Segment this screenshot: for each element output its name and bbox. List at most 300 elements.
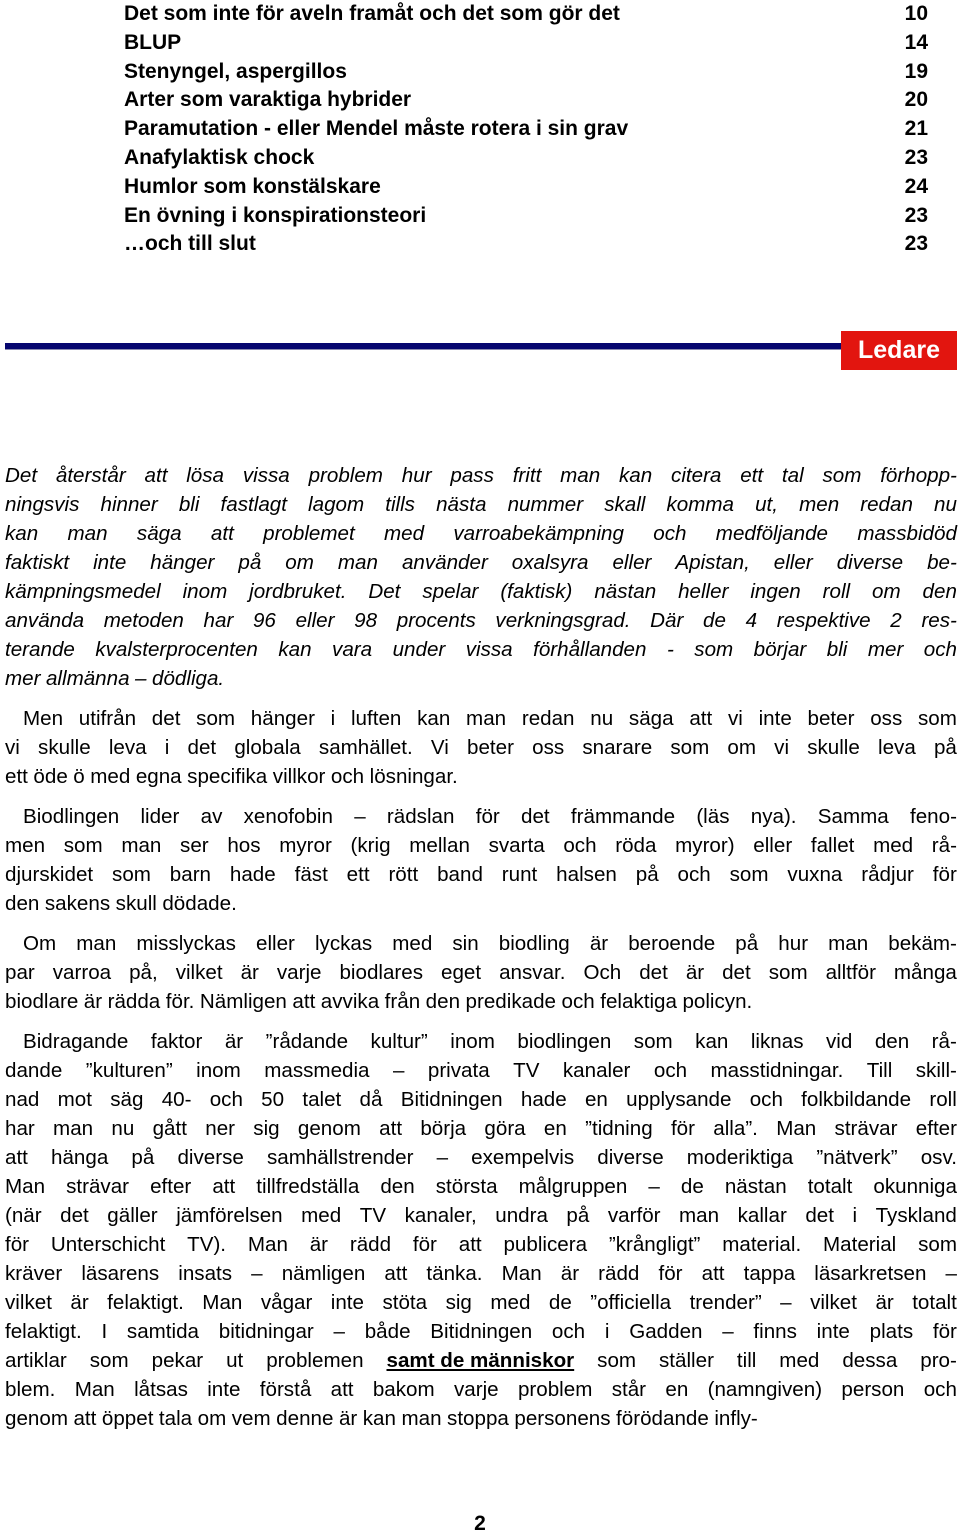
word: det <box>187 736 217 759</box>
word: i <box>852 1204 858 1227</box>
word: beter <box>467 736 514 759</box>
word: Vi <box>430 736 449 759</box>
paragraph <box>5 1027 957 1433</box>
word: mot <box>57 1088 92 1111</box>
word: med <box>873 834 914 857</box>
word: med <box>384 522 425 545</box>
word: privata <box>427 1059 490 1082</box>
word: för <box>658 1262 683 1285</box>
text-line <box>5 577 957 606</box>
word: hur <box>778 932 809 955</box>
word: samtida <box>126 1320 200 1343</box>
word: vågar <box>260 1291 313 1314</box>
paragraph <box>5 929 957 1016</box>
word: vilket <box>175 961 223 984</box>
word: från <box>384 990 421 1013</box>
word: – <box>135 667 147 690</box>
word: ut, <box>755 493 778 516</box>
word: och <box>653 522 687 545</box>
word: beroende <box>628 932 716 955</box>
word: ser <box>180 834 209 857</box>
word: Man <box>247 1233 288 1256</box>
word: att <box>458 1233 482 1256</box>
word: alltför <box>825 961 876 984</box>
word: bakom <box>372 1378 435 1401</box>
text-line <box>5 461 957 490</box>
word: vuxna <box>787 863 843 886</box>
word: alla”. <box>713 1117 758 1140</box>
word: att <box>73 1407 97 1430</box>
word: man <box>401 1407 442 1430</box>
word: verkningsgrad. <box>495 609 631 632</box>
word: är <box>685 961 705 984</box>
text-line <box>5 1288 957 1317</box>
word: säg <box>110 1088 144 1111</box>
word: att <box>701 1262 725 1285</box>
word: låtsas <box>134 1378 188 1401</box>
word: är <box>83 990 103 1013</box>
word: stöta <box>382 1291 428 1314</box>
word: Bitidningen <box>430 1320 533 1343</box>
word: okunniga <box>873 1175 957 1198</box>
word: Nämligen <box>199 990 287 1013</box>
word: att <box>330 1378 354 1401</box>
word: dödade. <box>162 892 237 915</box>
word: finns <box>753 1320 797 1343</box>
word: är <box>875 1291 894 1314</box>
text-line <box>5 860 957 889</box>
word: feno- <box>910 805 957 828</box>
word: inom <box>196 1059 241 1082</box>
word: ”nätverk” <box>816 1146 898 1169</box>
word: lider <box>140 805 180 828</box>
word: om <box>727 736 756 759</box>
word: Men <box>23 707 64 730</box>
word: ”rådande <box>265 1030 349 1053</box>
word: Tyskland <box>875 1204 957 1227</box>
word: ställer <box>659 1349 714 1372</box>
editorial-body <box>5 461 957 1433</box>
word: säga <box>136 522 182 545</box>
word: inte <box>93 551 127 574</box>
word: beter <box>807 707 855 730</box>
word: vilket <box>5 1291 52 1314</box>
word: i <box>164 736 170 759</box>
word: ningsvis <box>5 493 80 516</box>
word: Man <box>202 1291 243 1314</box>
word: strävar <box>66 1175 130 1198</box>
toc-entry <box>124 29 928 58</box>
word: medföljande <box>715 522 828 545</box>
word: mellan <box>409 834 470 857</box>
word: man <box>679 1204 720 1227</box>
word: hade <box>229 863 276 886</box>
word: TV <box>513 1059 540 1082</box>
word: nya). <box>750 805 797 828</box>
word: lagom <box>308 493 365 516</box>
word: Man <box>74 1378 115 1401</box>
word: leva <box>108 736 147 759</box>
text-line <box>5 704 957 733</box>
word: kanaler, <box>404 1204 477 1227</box>
word: med <box>90 765 131 788</box>
word: förhopp- <box>880 464 957 487</box>
word: och <box>563 834 597 857</box>
word: exempelvis <box>471 1146 575 1169</box>
toc-entry-page: 19 <box>904 59 928 83</box>
word: det <box>521 805 550 828</box>
word: som <box>694 638 734 661</box>
word: eller <box>255 932 295 955</box>
word: sin <box>452 932 479 955</box>
word: Man <box>776 1117 817 1140</box>
word: osv. <box>920 1146 957 1169</box>
word: och <box>923 1378 957 1401</box>
word: rött <box>388 863 419 886</box>
word: tal <box>781 464 804 487</box>
word: be- <box>927 551 957 574</box>
word: ”krångligt” <box>608 1233 701 1256</box>
word: felaktigt. <box>5 1320 82 1343</box>
table-of-contents <box>124 0 928 259</box>
text-line <box>5 831 957 860</box>
word: hinner <box>100 493 158 516</box>
word: med <box>392 932 433 955</box>
section-rule-shadow <box>5 349 841 350</box>
word: den <box>425 990 461 1013</box>
toc-entry-page: 23 <box>904 145 928 169</box>
word: man <box>466 707 507 730</box>
word: roll <box>929 1088 957 1111</box>
word: nästa <box>436 493 487 516</box>
word: Samma <box>817 805 889 828</box>
word: förstå <box>259 1378 312 1401</box>
word: Till <box>866 1059 893 1082</box>
word: ”kulturen” <box>85 1059 173 1082</box>
word: men <box>5 834 46 857</box>
word: eller <box>753 834 793 857</box>
text-line <box>5 802 957 831</box>
word: globala <box>234 736 301 759</box>
word: halsen <box>556 863 617 886</box>
word: kan <box>618 464 653 487</box>
word: Det <box>368 580 401 603</box>
word: och <box>561 990 595 1013</box>
text-line <box>5 1375 957 1404</box>
toc-entry-title: Arter som varaktiga hybrider <box>124 88 412 112</box>
word: – <box>333 1320 345 1343</box>
word: har <box>203 609 234 632</box>
word: rå- <box>931 834 957 857</box>
toc-entry-page: 23 <box>904 232 928 256</box>
word: ut <box>226 1349 244 1372</box>
word: samhället. <box>318 736 413 759</box>
word: röda <box>615 834 657 857</box>
word: vissa <box>465 638 513 661</box>
text-line <box>5 958 957 987</box>
word: öde <box>33 765 68 788</box>
word: denne <box>276 1407 334 1430</box>
paragraph <box>5 802 957 918</box>
word: talet <box>302 1088 342 1111</box>
word: rädslan <box>386 805 455 828</box>
word: biodlares <box>339 961 424 984</box>
word: eller <box>612 551 652 574</box>
word: citera <box>671 464 722 487</box>
word: oss <box>532 736 565 759</box>
word: för <box>670 1117 695 1140</box>
toc-entry-title: Det som inte för aveln framåt och det som gör det <box>124 2 620 25</box>
word: tappa <box>743 1262 796 1285</box>
text-line <box>5 1230 957 1259</box>
word: de <box>548 1291 572 1314</box>
word: res- <box>921 609 957 632</box>
paragraph <box>5 704 957 791</box>
word: djurskidet <box>5 863 94 886</box>
text-line <box>5 664 957 693</box>
word: varje <box>453 1378 499 1401</box>
word: rädd <box>598 1262 640 1285</box>
toc-entry-page: 23 <box>904 203 928 227</box>
toc-entry-title: En övning i konspirationsteori <box>124 203 427 227</box>
word: personens <box>514 1407 611 1430</box>
word: som <box>196 707 236 730</box>
word: tillfredställa <box>256 1175 360 1198</box>
word: är <box>338 1407 358 1430</box>
word: Man <box>5 1175 46 1198</box>
word: på <box>566 1204 590 1227</box>
page-number: 2 <box>474 1512 486 1535</box>
word: med <box>779 1349 820 1372</box>
word: – <box>436 1146 449 1169</box>
section-label-ledare: Ledare <box>841 331 957 370</box>
word: man <box>337 551 378 574</box>
word: nu <box>934 493 957 516</box>
word: för <box>412 1233 437 1256</box>
word: Bidragande <box>23 1030 129 1053</box>
word: nad <box>5 1088 40 1111</box>
word: att <box>5 1146 28 1169</box>
word: Gadden <box>629 1320 703 1343</box>
word: gäller <box>107 1204 158 1227</box>
toc-entry-title: …och till slut <box>124 232 256 256</box>
word: felaktigt. <box>107 1291 184 1314</box>
word: läsarens <box>81 1262 160 1285</box>
toc-entry <box>124 58 928 87</box>
word: pro- <box>920 1349 957 1372</box>
text-line <box>5 1085 957 1114</box>
word: skull <box>115 892 157 915</box>
word: lyckas <box>314 932 373 955</box>
word: diverse <box>597 1146 664 1169</box>
word: både <box>364 1320 411 1343</box>
word: kanaler <box>562 1059 631 1082</box>
toc-entry <box>124 173 928 202</box>
word: ett <box>740 464 764 487</box>
word: eller <box>773 551 813 574</box>
word: det <box>722 961 751 984</box>
word: faktiskt <box>5 551 70 574</box>
word: biodlingen <box>517 1030 612 1053</box>
word: bekäm- <box>888 932 957 955</box>
word: nämligen <box>281 1262 366 1285</box>
word: hänga <box>51 1146 109 1169</box>
word: nummer <box>507 493 584 516</box>
word: predikade <box>465 990 556 1013</box>
word: att <box>210 522 234 545</box>
word: massmedia <box>264 1059 370 1082</box>
word: procents <box>396 609 476 632</box>
word: vi <box>774 736 790 759</box>
word: Apistan, <box>675 551 750 574</box>
word: redan <box>860 493 913 516</box>
word: TV <box>359 1204 387 1227</box>
word: att <box>689 707 713 730</box>
word: pass <box>450 464 494 487</box>
word: strävar <box>834 1117 898 1140</box>
word: vara <box>332 638 373 661</box>
word: läsarkretsen <box>814 1262 927 1285</box>
word: de <box>680 1175 704 1198</box>
text-line <box>5 1172 957 1201</box>
toc-entry <box>124 230 928 259</box>
word: (krig <box>350 834 391 857</box>
word: genom <box>297 1117 361 1140</box>
emphasized-word: samt de människor <box>386 1349 575 1372</box>
word: masstidningar. <box>710 1059 844 1082</box>
word: om <box>285 551 314 574</box>
word: man <box>828 932 869 955</box>
word: (namngiven) <box>707 1378 823 1401</box>
word: målgruppen <box>518 1175 628 1198</box>
word: de <box>703 609 726 632</box>
word: är <box>309 1233 329 1256</box>
word: barn <box>169 863 212 886</box>
word: en <box>543 1117 567 1140</box>
word: sakens <box>44 892 111 915</box>
word: gått <box>152 1117 187 1140</box>
word: 4 <box>745 609 758 632</box>
word: trender” <box>689 1291 762 1314</box>
toc-entry-page: 24 <box>904 174 928 198</box>
word: skill- <box>915 1059 957 1082</box>
word: lösa <box>186 464 225 487</box>
text-line <box>5 1056 957 1085</box>
word: faktor <box>150 1030 203 1053</box>
word: att <box>379 1117 403 1140</box>
word: problem <box>308 464 383 487</box>
word: en <box>665 1378 689 1401</box>
word: att <box>212 1175 236 1198</box>
word: band <box>437 863 483 886</box>
text-line <box>5 1346 957 1375</box>
word: luften <box>350 707 402 730</box>
word: i <box>604 1320 610 1343</box>
word: fastlagt <box>220 493 287 516</box>
word: TV). <box>187 1233 227 1256</box>
word: pekar <box>151 1349 204 1372</box>
word: plats <box>869 1320 914 1343</box>
toc-entry-page: 21 <box>904 117 928 141</box>
word: specifika <box>187 765 268 788</box>
toc-entry-page: 14 <box>904 30 928 54</box>
word: inte <box>816 1320 850 1343</box>
word: den <box>5 892 40 915</box>
word: den <box>874 1030 910 1053</box>
toc-entry-title: Paramutation - eller Mendel måste rotera i sin grav <box>124 117 629 141</box>
word: (faktisk) <box>500 580 573 603</box>
word: dödliga. <box>152 667 225 690</box>
word: samhällstrender <box>266 1146 414 1169</box>
word: myror) <box>675 834 735 857</box>
word: hur <box>401 464 432 487</box>
word: och <box>923 638 957 661</box>
word: rådjur <box>861 863 914 886</box>
word: folkbildande <box>801 1088 912 1111</box>
word: med <box>490 1291 531 1314</box>
word: snarare <box>582 736 653 759</box>
word: som <box>597 1349 637 1372</box>
word: återstår <box>55 464 126 487</box>
word: 2 <box>890 609 902 632</box>
word: redan <box>521 707 575 730</box>
toc-entry-page: 10 <box>904 2 928 25</box>
word: inom <box>450 1030 495 1053</box>
word: man <box>67 522 108 545</box>
word: av <box>200 805 223 828</box>
word: artiklar <box>5 1349 67 1372</box>
word: bitidningar <box>218 1320 314 1343</box>
word: runt <box>501 863 538 886</box>
word: diverse <box>836 551 904 574</box>
word: – <box>251 1262 263 1285</box>
word: det <box>639 961 668 984</box>
word: allmänna <box>45 667 130 690</box>
word: för. <box>165 990 195 1013</box>
word: kräver <box>5 1262 63 1285</box>
word: tala <box>158 1407 193 1430</box>
word: vid <box>826 1030 853 1053</box>
word: och <box>209 1088 243 1111</box>
paragraph <box>5 461 957 693</box>
word: som <box>633 1030 673 1053</box>
word: börja <box>420 1117 467 1140</box>
word: till <box>736 1349 757 1372</box>
word: varroabekämpning <box>453 522 624 545</box>
word: och <box>551 1320 586 1343</box>
word: ett <box>346 863 370 886</box>
word: använder <box>401 551 488 574</box>
toc-entry <box>124 144 928 173</box>
text-line <box>5 635 957 664</box>
toc-entry-page: 20 <box>904 88 928 112</box>
word: – <box>392 1059 405 1082</box>
word: hänger <box>150 551 215 574</box>
word: biodlare <box>5 990 79 1013</box>
word: mer <box>5 667 41 690</box>
word: (när <box>5 1204 42 1227</box>
word: kan <box>278 638 312 661</box>
word: att <box>292 990 316 1013</box>
word: för <box>932 863 957 886</box>
word: genom <box>5 1407 68 1430</box>
text-line <box>5 1404 957 1433</box>
word: varroa <box>52 961 112 984</box>
word: kan <box>695 1030 729 1053</box>
word: kan <box>362 1407 396 1430</box>
word: det <box>151 707 181 730</box>
word: xenofobin <box>243 805 333 828</box>
